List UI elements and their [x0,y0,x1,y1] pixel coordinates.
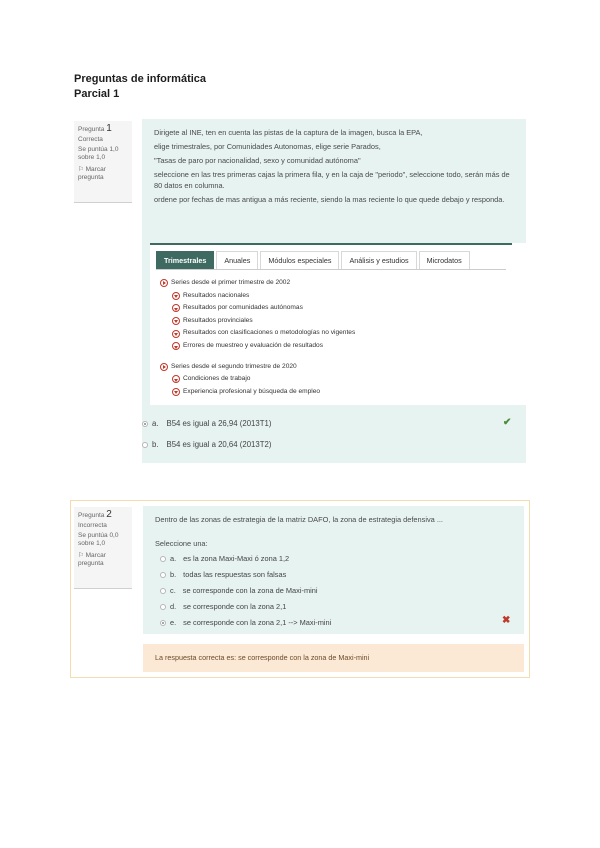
q2-flag-question[interactable]: ⚐ Marcar pregunta [78,552,106,567]
q1-text [142,119,526,205]
q1-state: Correcta [78,136,103,143]
q1-number: Pregunta 1 [78,123,112,134]
q1-text-line: "Tasas de paro por nacionalidad, sexo y comunidad autónoma" [154,156,361,165]
image-top-bar [150,243,512,245]
page-title-line1: Preguntas de informática [74,73,207,85]
tab-modulos-especiales: Módulos especiales [260,251,339,269]
series-item: Resultados con clasificaciones o metodologías no vigentes [160,327,355,340]
page-title-line2: Parcial 1 [74,88,120,100]
radio-selected[interactable] [160,620,166,626]
series-item: Errores de muestreo y evaluación de resultados [160,340,355,353]
correct-check-icon: ✔ [503,417,512,428]
q1-ine-screenshot [142,243,514,405]
radio-unselected[interactable] [160,588,166,594]
series-section-2020: Series desde el segundo trimestre de 2020 [160,361,355,374]
ine-series-list [160,277,355,398]
tab-microdatos: Microdatos [419,251,470,269]
radio-unselected[interactable] [160,556,166,562]
q1-flag-question[interactable]: ⚐ Marcar pregunta [78,166,106,181]
radio-unselected[interactable] [160,572,166,578]
q1-score-line2: sobre 1,0 [78,154,106,161]
q2-option-a[interactable]: a. es la zona Maxi-Maxi ó zona 1,2 [160,554,289,563]
q2-option-c[interactable]: c. se corresponde con la zona de Maxi-mini [160,586,318,595]
series-item: Resultados por comunidades autónomas [160,302,355,315]
tab-analisis-estudios: Análisis y estudios [341,251,416,269]
q1-answers-panel [142,405,526,463]
radio-unselected[interactable] [160,604,166,610]
q1-option-b[interactable]: b. B54 es igual a 20,64 (2013T2) [142,440,271,449]
series-item: Resultados provinciales [160,315,355,328]
incorrect-cross-icon: ✖ [502,615,511,626]
arrow-down-circle-icon [172,304,180,312]
arrow-down-circle-icon [172,375,180,383]
series-item: Condiciones de trabajo [160,373,355,386]
arrow-down-circle-icon [172,330,180,338]
series-section-2002: Series desde el primer trimestre de 2002 [160,277,355,290]
q1-option-a[interactable]: a. B54 es igual a 26,94 (2013T1) [142,419,271,428]
q1-score-line1: Se puntúa 1,0 [78,146,119,153]
arrow-down-circle-icon [172,342,180,350]
radio-selected[interactable] [142,421,148,427]
radio-unselected[interactable] [142,442,148,448]
tab-anuales: Anuales [216,251,258,269]
q2-option-e[interactable]: e. se corresponde con la zona 2,1 --> Maxi-mini [160,618,331,627]
arrow-right-circle-icon [160,279,168,287]
tab-trimestrales: Trimestrales [156,251,214,269]
arrow-right-circle-icon [160,363,168,371]
series-item: Experiencia profesional y búsqueda de empleo [160,386,355,399]
q1-info-panel [74,121,132,203]
q2-text: Dentro de las zonas de estrategia de la matriz DAFO, la zona de estrategia defensiva ... [155,515,443,524]
q1-content [142,119,526,243]
flag-icon: ⚐ [78,552,84,559]
series-item: Resultados nacionales [160,290,355,303]
q1-text-line: seleccione en las tres primeras cajas la primera fila, y en la caja de "periodo", seleccione todo, serán más de 80 datos en columna. [154,170,510,190]
q1-text-line: ordene por fechas de mas antigua a más reciente, siendo la mas reciente lo que quede debajo y responda. [154,195,505,204]
q2-number: Pregunta 2 [78,509,112,520]
q2-info-panel [74,507,132,589]
q1-text-line: Dirigete al INE, ten en cuenta las pistas de la captura de la imagen, busca la EPA, [154,128,423,137]
q1-text-line: elige trimestrales, por Comunidades Autonomas, elige serie Parados, [154,142,381,151]
arrow-down-circle-icon [172,388,180,396]
q2-state: Incorrecta [78,522,107,529]
ine-tabs [156,251,506,270]
flag-icon: ⚐ [78,166,84,173]
page-title [74,72,206,102]
q2-prompt: Seleccione una: [155,539,208,548]
arrow-down-circle-icon [172,317,180,325]
q2-feedback: La respuesta correcta es: se corresponde con la zona de Maxi-mini [143,644,524,672]
q2-score-line1: Se puntúa 0,0 [78,532,119,539]
q2-score-line2: sobre 1,0 [78,540,106,547]
q2-option-d[interactable]: d. se corresponde con la zona 2,1 [160,602,286,611]
arrow-down-circle-icon [172,292,180,300]
q2-option-b[interactable]: b. todas las respuestas son falsas [160,570,286,579]
